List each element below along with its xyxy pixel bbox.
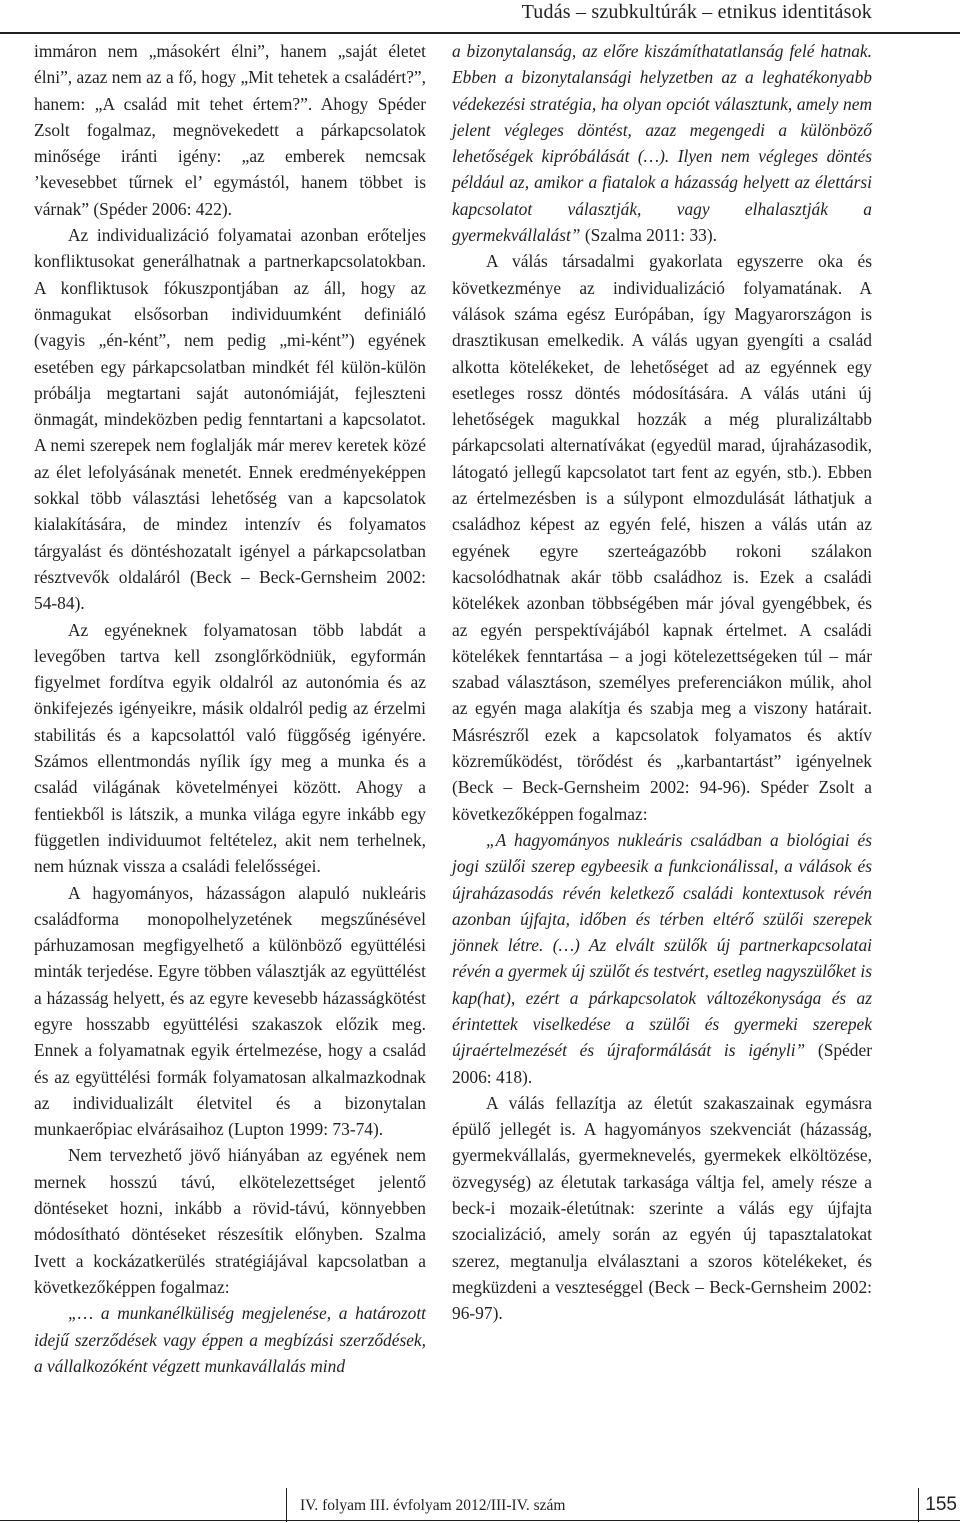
block-quote [452,827,872,1090]
quote-text: „A hagyományos nukleáris családban a biológiai és jogi szülői szerep egybeesik a funkcionálissal, a válások és újraházasodás révén keletkező családi kontextusok révén azonban újfajta, időben és térben eltérő szülői szerepek jönnek létre. (…) Az elvált szülők új partnerkapcsolatai révén a gyermek új szülőt és testvért, esetleg nagyszülőket is kap(hat), ezért a párkapcsolatok változékonysága és az érintettek viselkedése a szülői és gyermeki szerepek újraértelmezését és újraformálását is igényli” [452,829,872,1061]
right-column [452,38,872,1327]
paragraph: A válás társadalmi gyakorlata egyszerre oka és következménye az individualizáció folyamatának. A válások száma egész Európában, így Magyarországon is drasztikusan emelkedik. A válás ugyan gyengíti a család alkotta kötelékeket, de lehetőséget ad az egyénnek egy esetleges rossz döntés módosítására. A válás utáni új lehetőségek magukkal hozzák a még pluralizáltabb párkapcsolati alternatívákat (egyedül marad, újraházasodik, látogató jellegű kapcsolatot tart fent az egyén, stb.). Ebben az értelmezésben is a súlypont elmozdulását láthatjuk a családhoz képest az egyén felé, hiszen a válás után az egyének egyre szerteágazóbb rokoni szálakon kacsolódhatnak akár több családhoz is. Ezek a családi kötelékek azonban többségében már jóval gyengébbek, és az egyén perspektívájából kapnak értelmet. A családi kötelékek fenntartása – a jogi kötelezettségeken túl – már szabad választáson, személyes preferenciákon múlik, ahol az egyén maga alakítja és szabja meg a viszony határait. Másrészről ezek a kapcsolatok folyamatos és aktív közreműködést, törődést és „karbantartást” igényelnek (Beck – Beck-Gernsheim 2002: 94-96). Spéder Zsolt a következőképpen fogalmaz: [452,251,872,824]
running-title: Tudás – szubkultúrák – etnikus identitások [521,1,872,23]
footer-divider [286,1488,287,1522]
citation: (Spéder 2006: 418). [452,1040,872,1087]
paragraph: A válás fellazítja az életút szakaszainak egymásra épülő jellegét is. A hagyományos szekvenciát (házasság, gyermekvállalás, gyermeknevelés, gyermekek elköltözése, özvegység) az életutak tarkasága váltja fel, amely része a beck-i mozaik-életútnak: szerinte a válás egy újfajta szocializáció, amely során az egyén új tapasztalatokat szerez, megtanulja elválasztani a szoros kötelékeket, és megküzdeni a veszteséggel (Beck – Beck-Gernsheim 2002: 96-97). [452,1092,872,1324]
paragraph: Nem tervezhető jövő hiányában az egyének nem mernek hosszú távú, elkötelezettséget jelentő döntéseket hozni, inkább a rövid-távú, könnyebben módosítható döntéseket részesítik előnyben. Szalma Ivett a kockázatkerülés stratégiájával kapcsolatban a következőképpen fogalmaz: [34,1145,426,1297]
paragraph: Az individualizáció folyamatai azonban erőteljes konfliktusokat generálhatnak a partnerkapcsolatokban. A konfliktusok fókuszpontjában az áll, hogy az önmagukat elsősorban individuumként definiáló (vagyis „én-ként”, nem pedig „mi-ként”) egyének esetében egy párkapcsolatban mindkét fél külön-külön próbálja megtartani saját autonómiáját, fejleszteni önmagát, mindeközben pedig fenntartani a kapcsolatot. A nemi szerepek nem foglalják már merev keretek közé az élet lefolyásának menetét. Ennek eredményeképpen sokkal több választási lehetőség van a kapcsolatok kialakítására, de mindez intenzív és folyamatos tárgyalást és döntéshozatalt igényel a párkapcsolatban résztvevők oldaláról (Beck – Beck-Gernsheim 2002: 54-84). [34,225,426,614]
page-number: 155 [925,1494,957,1515]
journal-issue: IV. folyam III. évfolyam 2012/III-IV. szám [300,1497,566,1514]
paragraph: immáron nem „másokért élni”, hanem „saját életet élni”, azaz nem az a fő, hogy „Mit tehetek a családért?”, hanem: „A család mit tehet értem?”. Ahogy Spéder Zsolt fogalmaz, megnövekedett a párkapcsolatok minősége iránti igény: „az emberek nemcsak ’kevesebbet tűrnek el’ egymástól, hanem többet is várnak” (Spéder 2006: 422). [34,41,426,219]
header-rule [0,32,960,34]
footer-divider [918,1488,919,1522]
block-quote: „… a munkanélküliség megjelenése, a határozott idejű szerződések vagy éppen a megbízási szerződések, a vállalkozóként végzett munkavállalás mind [34,1303,426,1376]
block-quote [452,38,872,248]
quote-text: a bizonytalanság, az előre kiszámíthatatlanság felé hatnak. Ebben a bizonytalansági helyzetben az a leghatékonyabb védekezési stratégia, ha olyan opciót választunk, amely nem jelent végleges döntést, azaz megengedi a különböző lehetőségek kipróbálását (…). Ilyen nem végleges döntés például az, amikor a fiatalok a házasság helyett az élettársi kapcsolatot választják, vagy elhalasztják a gyermekvállalást” [452,41,872,246]
left-column [34,38,426,1379]
footer-rule [0,1520,960,1521]
citation: (Szalma 2011: 33). [580,225,717,246]
paragraph: Az egyéneknek folyamatosan több labdát a levegőben tartva kell zsonglőrködniük, egyformán figyelmet fordítva egyik oldalról az autonómia és az önkifejezés igényeikre, másik oldalról pedig az érzelmi stabilitás és a kapcsolattól való függőség igényére. Számos ellentmondás nyílik így meg a munka és a család világának követelményei között. Ahogy a fentiekből is látszik, a munka világa egyre inkább egy független individuumot feltételez, akit nem terhelnek, nem húznak vissza a családi felelősségei. [34,619,426,877]
paragraph: A hagyományos, házasságon alapuló nukleáris családforma monopolhelyzetének megszűnésével párhuzamosan megfigyelhető a különböző együttélési minták terjedése. Egyre többen választják az együttélést a házasság helyett, és az egyre kevesebb házasságkötést egyre hosszabb együttélési szakaszok előzik meg. Ennek a folyamatnak egyik értelmezése, hogy a család és az együttélési formák folyamatosan alkalmazkodnak az individualizált életvitel és a bizonytalan munkaerőpiac elvárásaihoz (Lupton 1999: 73-74). [34,882,426,1140]
